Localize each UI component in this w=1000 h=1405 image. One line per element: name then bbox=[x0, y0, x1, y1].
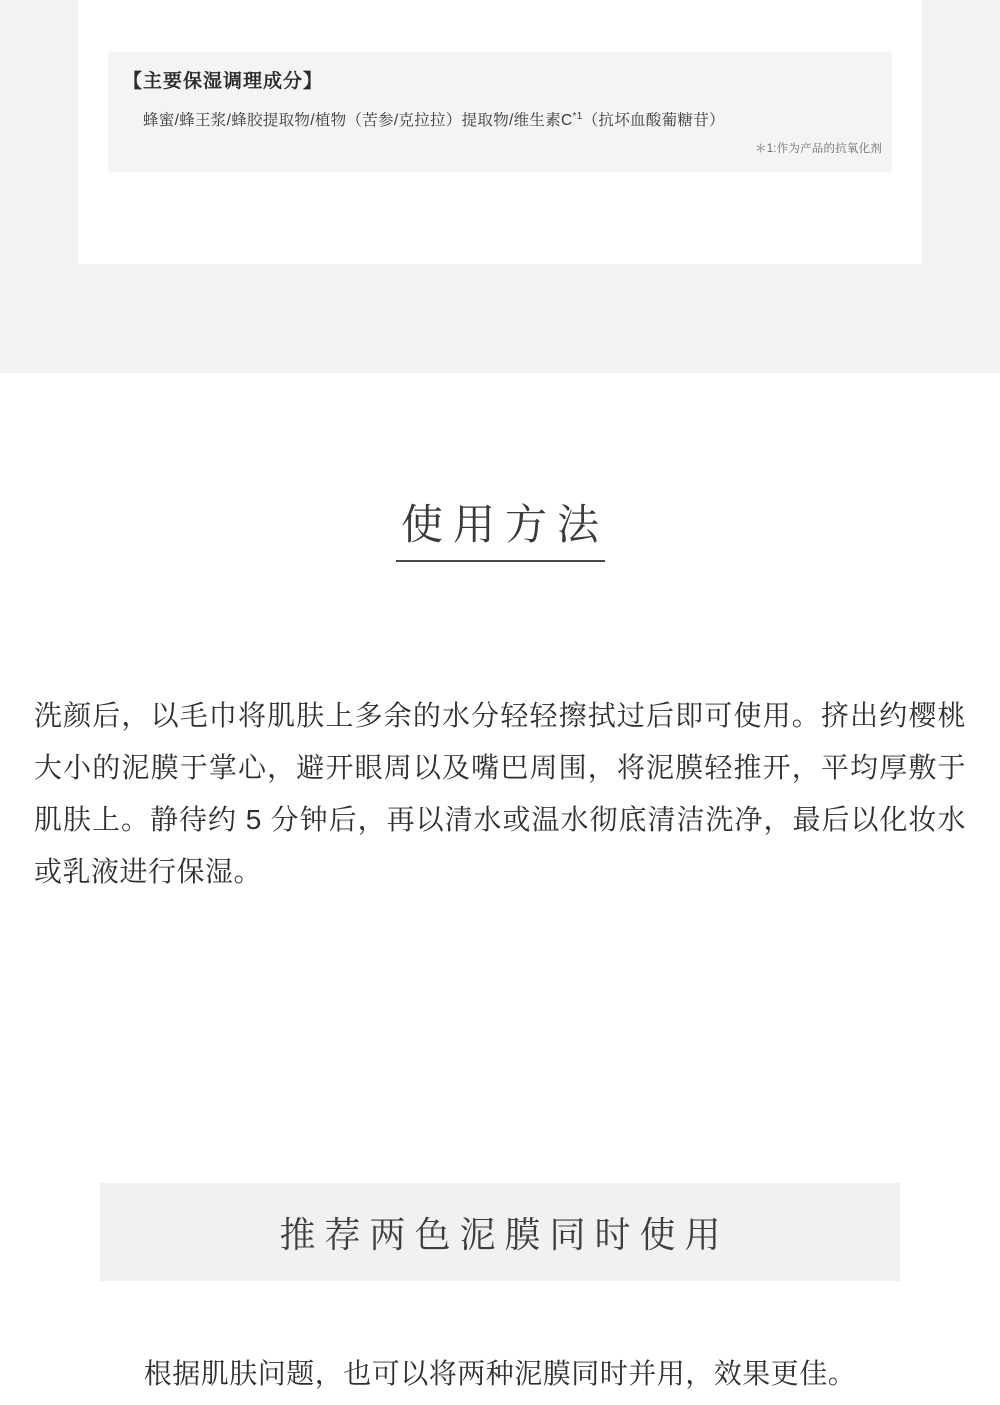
ingredient-section bbox=[0, 0, 1000, 373]
ingredient-footnote: ＊1:作为产品的抗氧化剂 bbox=[755, 143, 882, 155]
ingredient-list-prefix: 蜂蜜/蜂王浆/蜂胶提取物/植物（苦参/克拉拉）提取物/维生素C bbox=[143, 112, 573, 129]
usage-instructions-text: 洗颜后，以毛巾将肌肤上多余的水分轻轻擦拭过后即可使用。挤出约樱桃大小的泥膜于掌心，避开眼周以及嘴巴周围，将泥膜轻推开，平均厚敷于肌肤上。静待约 5 分钟后，再以清水或温水彻底清洁洗净，最后以化妆水或乳液进行保湿。 bbox=[34, 700, 966, 887]
ingredient-list-suffix: （抗坏血酸葡糖苷） bbox=[582, 112, 725, 129]
ingredient-list bbox=[143, 108, 725, 130]
ingredient-panel-title: 【主要保湿调理成分】 bbox=[123, 71, 324, 92]
ingredient-card bbox=[78, 0, 922, 264]
ingredient-list-superscript: *1 bbox=[572, 110, 583, 122]
usage-heading: 使用方法 bbox=[400, 501, 609, 548]
recommendation-banner-label: 推荐两色泥膜同时使用 bbox=[279, 1213, 730, 1255]
ingredient-panel bbox=[108, 52, 892, 172]
usage-heading-underline bbox=[396, 560, 605, 562]
recommendation-description-text: 根据肌肤问题，也可以将两种泥膜同时并用，效果更佳。 bbox=[143, 1358, 857, 1389]
recommendation-banner bbox=[100, 1183, 900, 1281]
